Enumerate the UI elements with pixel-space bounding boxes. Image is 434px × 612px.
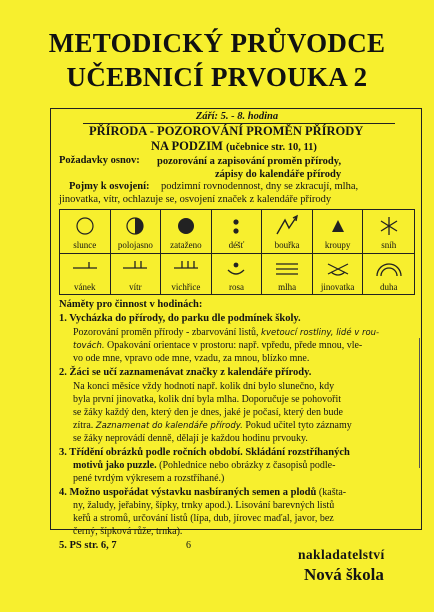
handwritten-note: Zaznamenat do kalendáře přírody. [95, 421, 243, 431]
weather-kroupy-icon [313, 214, 363, 238]
idea-1-line2 [73, 340, 362, 351]
symbol-label: déšť [228, 240, 245, 250]
symbol-cell-polojasno [111, 210, 162, 252]
symbol-label: bouřka [274, 240, 300, 250]
weather-duha-icon [363, 256, 414, 280]
lesson-heading-main: NA PODZIM [151, 139, 223, 153]
idea-2-line5: se žáky neprovádí denně, dělají je každou hodinu prvouky. [73, 433, 308, 444]
idea-2-heading: 2. Žáci se učí zaznamenávat značky z kalendáře přírody. [59, 367, 312, 378]
weather-mlha-icon [262, 256, 312, 280]
symbol-label: duha [379, 282, 398, 292]
idea-4-line2: ny, žaludy, jeřabiny, šípky, trnky apod.). Lisování barevných listů [73, 500, 335, 511]
idea-3-heading-cont: motivů jako puzzle. [73, 460, 157, 471]
textbook-reference: (učebnice str. 10, 11) [226, 142, 317, 153]
symbol-label: vánek [74, 282, 96, 292]
requirements-line2: zápisy do kalendáře přírody [215, 169, 342, 180]
weather-vítr-icon [111, 256, 161, 280]
weather-déšť-icon [212, 214, 262, 238]
symbol-cell-vánek [60, 252, 111, 294]
idea-5-heading: 5. PS str. 6, 7 [59, 540, 117, 551]
symbol-cell-vítr [111, 252, 162, 294]
terms-line2: jinovatka, vítr, ochlazuje se, osvojení značek z kalendáře přírody [59, 194, 332, 205]
idea-3-heading: 3. Třídění obrázků podle ročních období. Skládání rozstříhaných [59, 447, 350, 458]
weather-vichřice-icon [161, 256, 211, 280]
symbol-cell-déšť [212, 210, 263, 252]
terms-label: Pojmy k osvojení: [69, 181, 150, 192]
weather-jinovatka-icon [313, 256, 363, 280]
symbol-cell-mlha [262, 252, 313, 294]
idea-4-heading [59, 487, 346, 498]
cover-title-line2: UČEBNICÍ PRVOUKA 2 [66, 62, 368, 92]
idea-1-line3: vo ode mne, vpravo ode mne, vzadu, za mnou, blízko mne. [73, 353, 310, 364]
idea-2-line4 [73, 420, 352, 431]
weather-sníh-icon [363, 214, 414, 238]
idea-1-text: Pozorování proměn přírody - zbarvování listů, [73, 327, 259, 338]
idea-2-line1: Na konci měsíce vždy hodnotí např. kolik dní bylo slunečno, kdy [73, 381, 335, 392]
symbol-label: polojasno [117, 240, 153, 250]
cover-title-line1: METODICKÝ PRŮVODCE [48, 28, 386, 58]
lesson-heading: PŘÍRODA - POZOROVÁNÍ PROMĚN PŘÍRODY [89, 124, 364, 138]
weather-rosa-icon [212, 256, 262, 280]
weather-slunce-icon [60, 214, 110, 238]
symbol-cell-jinovatka [313, 252, 364, 294]
publisher-label: nakladatelství [298, 547, 385, 562]
ideas-title: Náměty pro činnost v hodinách: [59, 299, 203, 310]
terms-line1: podzimní rovnodennost, dny se zkracují, mlha, [161, 181, 359, 192]
idea-2-text: zítra. [73, 420, 94, 431]
idea-1-line1 [73, 327, 379, 338]
lesson-card [50, 108, 422, 551]
idea-4-line3: keřů a stromů, určování listů (lípa, dub, jírovec maďal, javor, bez [73, 513, 334, 524]
requirements-label: Požadavky osnov: [59, 155, 140, 166]
weather-vánek-icon [60, 256, 110, 280]
symbol-label: zataženo [170, 240, 202, 250]
weather-polojasno-icon [111, 214, 161, 238]
symbol-cell-zataženo [161, 210, 212, 252]
page-number: 6 [186, 540, 191, 551]
weather-zataženo-icon [161, 214, 211, 238]
symbol-label: vítr [129, 282, 142, 292]
lesson-heading-line2 [151, 139, 317, 154]
symbol-cell-bouřka [262, 210, 313, 252]
idea-2-text: Pokud učitel tyto záznamy [245, 420, 352, 431]
idea-3-text: (Pohlednice nebo obrázky z časopisů podle- [159, 460, 336, 471]
symbol-label: slunce [73, 240, 97, 250]
symbol-label: jinovatka [320, 282, 355, 292]
symbol-label: vichřice [171, 282, 201, 292]
idea-1-heading: 1. Vycházka do přírody, do parku dle podmínek školy. [59, 313, 301, 324]
idea-2-line2: byla první jinovatka, kolik dní byla mlha. Doporučuje se pohovořit [73, 394, 342, 405]
symbol-cell-vichřice [161, 252, 212, 294]
publisher-name: Nová škola [304, 565, 384, 584]
handwritten-note: továch. [73, 341, 105, 351]
handwritten-note: kvetoucí rostliny, lidé v rou- [261, 328, 380, 338]
idea-1-text: Opakování orientace v prostoru: např. vpředu, přede mnou, vle- [107, 340, 363, 351]
symbol-label: sníh [381, 240, 397, 250]
idea-3-line1 [73, 460, 335, 471]
symbol-cell-slunce [60, 210, 111, 252]
idea-3-line2: pené tvrdým výkresem a rozstříhané.) [73, 473, 225, 484]
symbol-cell-kroupy [313, 210, 364, 252]
symbol-label: rosa [228, 282, 244, 292]
weather-symbol-table [59, 209, 415, 295]
symbol-cell-duha [363, 252, 414, 294]
requirements-line1: pozorování a zapisování proměn přírody, [157, 156, 342, 167]
idea-4-heading-text: 4. Možno uspořádat výstavku nasbíraných semen a plodů [59, 487, 317, 498]
weather-bouřka-icon [262, 214, 312, 238]
lesson-date: Září: 5. - 8. hodina [195, 111, 279, 122]
idea-4-line4: černý, šípková růže, trnka). [73, 526, 183, 537]
requirements-text [157, 155, 341, 181]
idea-2-line3: se žáky každý den, který den je dnes, jaké je počasí, který den bude [73, 407, 343, 418]
symbol-cell-rosa [212, 252, 263, 294]
idea-4-text: (kašta- [318, 487, 347, 498]
symbol-label: mlha [278, 282, 297, 292]
symbol-label: kroupy [324, 240, 351, 250]
symbol-cell-sníh [363, 210, 414, 252]
